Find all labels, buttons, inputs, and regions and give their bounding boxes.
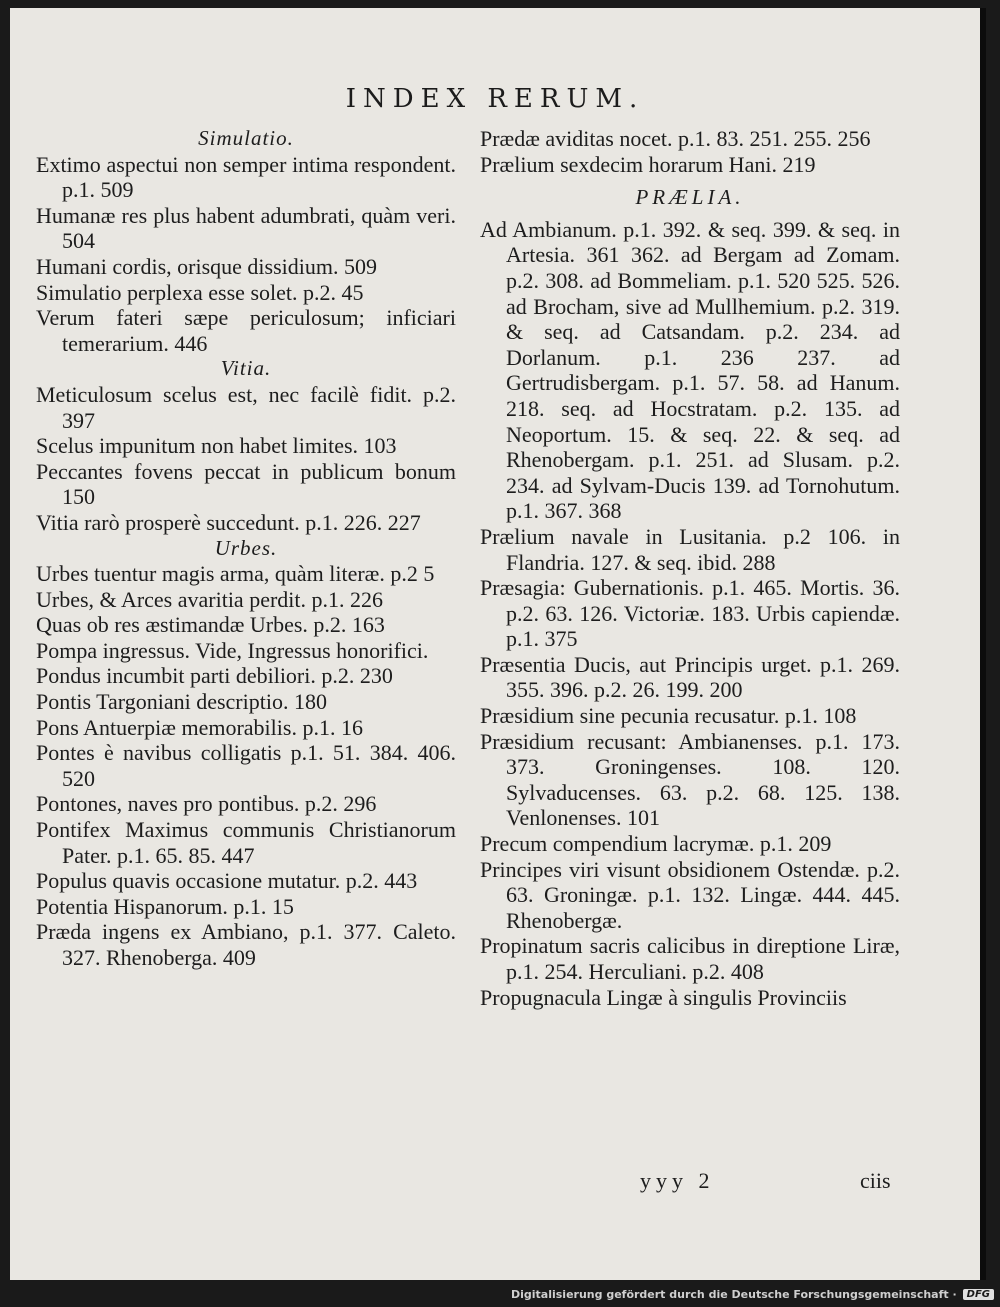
index-entry: Peccantes fovens peccat in publicum bonum 150	[36, 458, 456, 510]
dfg-logo: DFG	[963, 1289, 994, 1300]
index-entry: Ad Ambianum. p.1. 392. & seq. 399. & seq. in Artesia. 361 362. ad Bergam ad Zomam. p.2. 308. ad Bommeliam. p.1. 520 525. 526. ad Brocham, sive ad Mullhemium. p.2. 319. & seq. ad Catsandam. p.2. 234. ad Dorlanum. p.1. 236 237. ad Gertrudisbergam. p.1. 57. 58. ad Hanum. 218. seq. ad Hocstratam. p.2. 135. ad Neoportum. 15. & seq. 22. & seq. ad Rhenobergam. p.1. 251. ad Slusam. p.2. 234. ad Sylvam-Ducis 139. ad Tornohutum. p.1. 367. 368	[480, 216, 900, 524]
signature-mark: yyy 2	[640, 1168, 715, 1193]
index-entry: Prælium sexdecim horarum Hani. 219	[480, 151, 816, 177]
index-entry: Humani cordis, orisque dissidium. 509	[36, 253, 377, 279]
index-entry: Præsentia Ducis, aut Principis urget. p.1. 269. 355. 396. p.2. 26. 199. 200	[480, 651, 900, 703]
index-entry: Pontes è navibus colligatis p.1. 51. 384. 406. 520	[36, 740, 456, 791]
index-entry: Vitia rarò prosperè succedunt. p.1. 226. 227	[36, 509, 421, 535]
page-header: INDEX RERUM.	[345, 84, 645, 114]
credit-text: Digitalisierung gefördert durch die Deutsche Forschungsgemeinschaft ·	[510, 1288, 957, 1301]
index-entry: Scelus impunitum non habet limites. 103	[36, 433, 397, 459]
index-entry: Præsidium recusant: Ambianenses. p.1. 173. 373. Groningenses. 108. 120. Sylvaducenses. 63. p.2. 68. 125. 138. Venlonenses. 101	[480, 728, 900, 831]
digitization-credit	[511, 1288, 994, 1301]
index-entry: Populus quavis occasione mutatur. p.2. 443	[36, 868, 418, 894]
index-entry: Propinatum sacris calicibus in direptione Liræ, p.1. 254. Herculiani. p.2. 408	[480, 933, 900, 984]
section-heading: Urbes.	[214, 535, 278, 560]
index-entry: Pondus incumbit parti debiliori. p.2. 230	[36, 663, 393, 689]
index-column-left	[36, 126, 456, 971]
index-entry: Prælium navale in Lusitania. p.2 106. in Flandria. 127. & seq. ibid. 288	[480, 523, 900, 575]
index-entry: Pontis Targoniani descriptio. 180	[36, 689, 327, 715]
index-entry: Principes viri visunt obsidionem Ostendæ. p.2. 63. Groningæ. p.1. 132. Lingæ. 444. 445. Rhenobergæ.	[480, 856, 900, 933]
index-entry: Quas ob res æstimandæ Urbes. p.2. 163	[36, 612, 385, 638]
section-heading: PRÆLIA.	[635, 185, 745, 210]
index-entry: Potentia Hispanorum. p.1. 15	[36, 893, 294, 919]
index-entry: Prædæ aviditas nocet. p.1. 83. 251. 255. 256	[480, 126, 871, 151]
index-entry: Præda ingens ex Ambiano, p.1. 377. Caleto. 327. Rhenoberga. 409	[36, 919, 456, 970]
index-entry: Verum fateri sæpe periculosum; inficiari temerarium. 446	[36, 305, 456, 356]
section-heading: Vitia.	[220, 356, 272, 381]
index-entry: Urbes tuentur magis arma, quàm literæ. p.2 5	[36, 561, 435, 587]
index-entry: Urbes, & Arces avaritia perdit. p.1. 226	[36, 586, 384, 612]
index-entry: Propugnacula Lingæ à singulis Provinciis	[480, 984, 847, 1010]
index-entry: Pontifex Maximus communis Christianorum Pater. p.1. 65. 85. 447	[36, 817, 456, 868]
book-page	[10, 8, 986, 1280]
index-entry: Simulatio perplexa esse solet. p.2. 45	[36, 279, 364, 305]
index-entry: Extimo aspectui non semper intima respondent. p.1. 509	[36, 151, 456, 203]
index-entry: Præsagia: Gubernationis. p.1. 465. Mortis. 36. p.2. 63. 126. Victoriæ. 183. Urbis capiendæ. p.1. 375	[480, 575, 900, 652]
index-entry: Pontones, naves pro pontibus. p.2. 296	[36, 791, 377, 817]
index-entry: Præsidium sine pecunia recusatur. p.1. 108	[480, 703, 857, 729]
section-heading: Simulatio.	[198, 126, 294, 150]
index-entry: Pons Antuerpiæ memorabilis. p.1. 16	[36, 714, 363, 740]
index-entry: Humanæ res plus habent adumbrati, quàm veri. 504	[36, 202, 456, 254]
index-entry: Meticulosum scelus est, nec facilè fidit. p.2. 397	[36, 381, 456, 433]
catchword: ciis	[860, 1168, 891, 1193]
index-entry: Pompa ingressus. Vide, Ingressus honorifici.	[36, 637, 429, 663]
index-entry: Precum compendium lacrymæ. p.1. 209	[480, 831, 832, 857]
index-column-right	[480, 126, 900, 1010]
